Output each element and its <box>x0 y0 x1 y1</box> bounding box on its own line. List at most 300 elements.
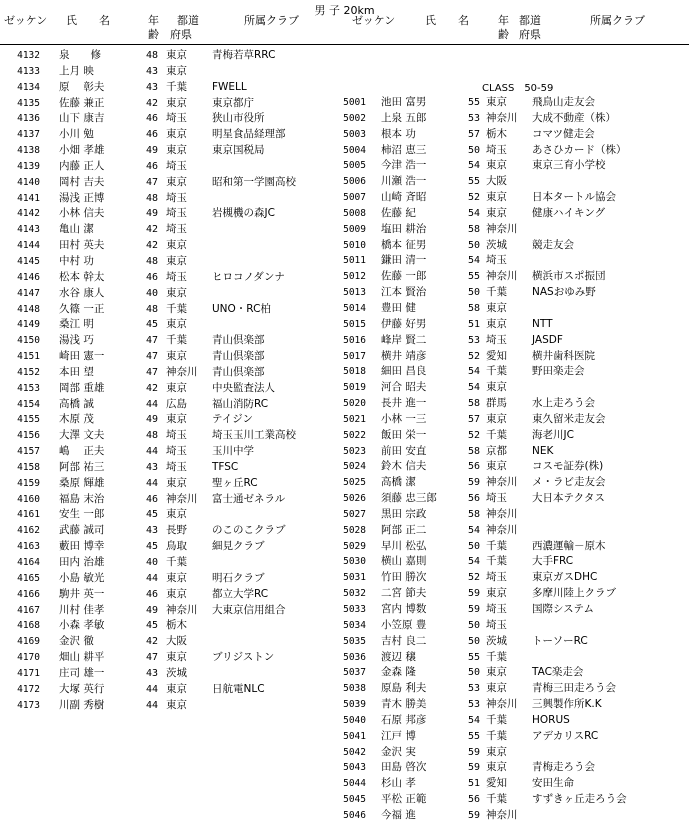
bib-number: 5026 <box>343 493 366 505</box>
runner-name: 宮内 博数 <box>381 603 427 615</box>
runner-name: 竹田 勝次 <box>381 571 427 584</box>
prefecture: 東京 <box>166 96 187 109</box>
runner-age: 49 <box>146 208 159 220</box>
runner-name: 橋本 征男 <box>381 238 427 251</box>
club-name: UNO・RC柏 <box>212 302 271 315</box>
prefecture: 東京 <box>166 587 187 600</box>
club-name: 青山倶楽部 <box>212 334 265 347</box>
header-divider <box>0 44 689 45</box>
left-header-name: 氏 名 <box>66 14 110 27</box>
club-name: トーソーRC <box>532 634 588 647</box>
club-name: コマツ健走会 <box>532 127 595 140</box>
runner-name: 岡部 重雄 <box>59 381 105 394</box>
prefecture: 千葉 <box>486 365 507 378</box>
bib-number: 5033 <box>343 604 366 615</box>
runner-age: 45 <box>146 319 159 331</box>
bib-number: 5010 <box>343 239 366 251</box>
runner-age: 48 <box>146 192 159 204</box>
runner-name: 藪田 博幸 <box>59 540 105 553</box>
right-header-bib: ゼッケン <box>352 14 396 27</box>
class-label: CLASS 50-59 <box>482 83 554 94</box>
prefecture: 千葉 <box>486 555 507 568</box>
runner-name: 田内 治雄 <box>59 556 105 568</box>
bib-number: 4149 <box>17 319 40 331</box>
club-name: 日航電NLC <box>212 682 265 695</box>
runner-name: 阿部 正二 <box>381 523 427 536</box>
bib-number: 5016 <box>343 334 366 346</box>
bib-number: 5008 <box>343 207 366 219</box>
club-name: 三興製作所K.K <box>532 698 602 711</box>
runner-age: 50 <box>468 635 481 647</box>
runner-name: 河合 昭夫 <box>381 381 427 394</box>
runner-name: 横井 靖彦 <box>381 349 427 362</box>
runner-name: 伊藤 好男 <box>381 317 427 330</box>
prefecture: 東京 <box>166 254 187 267</box>
runner-name: 青木 勝美 <box>381 698 427 711</box>
prefecture: 東京 <box>166 128 187 141</box>
prefecture: 東京 <box>486 412 507 425</box>
runner-age: 42 <box>146 224 159 236</box>
runner-name: 大澤 文夫 <box>59 429 105 442</box>
prefecture: 茨城 <box>166 666 187 679</box>
prefecture: 東京 <box>166 381 187 394</box>
runner-age: 58 <box>468 223 481 235</box>
prefecture: 愛知 <box>486 349 507 362</box>
bib-number: 4145 <box>17 255 40 267</box>
club-name: 東京都庁 <box>212 96 254 109</box>
prefecture: 東京 <box>166 286 187 299</box>
runner-age: 48 <box>146 50 159 61</box>
runner-name: 湯浅 巧 <box>59 334 94 347</box>
prefecture: 東京 <box>486 96 507 108</box>
club-name: NASおゆみ野 <box>532 286 596 299</box>
runner-name: 原島 利夫 <box>381 682 427 695</box>
club-name: 横井歯科医院 <box>532 349 595 362</box>
runner-age: 42 <box>146 97 159 109</box>
prefecture: 千葉 <box>486 729 507 742</box>
runner-age: 42 <box>146 382 159 394</box>
runner-name: 小森 孝敏 <box>59 619 105 632</box>
runner-age: 42 <box>146 636 159 648</box>
runner-age: 43 <box>146 461 159 473</box>
runner-name: 原 彰夫 <box>59 80 105 93</box>
club-name: 競走友会 <box>532 238 574 251</box>
left-header-club: 所属クラブ <box>244 14 299 27</box>
runner-name: 中村 功 <box>59 254 94 267</box>
runner-name: 小林 一三 <box>381 412 427 425</box>
runner-name: 須藤 忠三郎 <box>381 492 437 505</box>
runner-age: 43 <box>146 81 159 93</box>
bib-number: 4132 <box>17 50 40 61</box>
bib-number: 4137 <box>17 129 40 141</box>
runner-age: 51 <box>468 778 481 790</box>
bib-number: 4153 <box>17 382 40 394</box>
club-name: 富士通ゼネラル <box>212 492 286 505</box>
club-name: 明星食品経理部 <box>212 128 286 141</box>
club-name: ブリジストン <box>212 651 275 664</box>
page-title: 男 子 20km <box>314 4 375 17</box>
prefecture: 東京 <box>486 206 507 219</box>
bib-number: 4160 <box>17 493 40 505</box>
runner-age: 44 <box>146 477 159 489</box>
bib-number: 4170 <box>17 652 40 664</box>
club-name: NEK <box>532 444 554 457</box>
bib-number: 5031 <box>343 572 366 584</box>
runner-name: 早川 松弘 <box>381 539 427 552</box>
left-header-pref-2: 府県 <box>170 28 192 41</box>
club-name: 大東京信用組合 <box>212 603 286 616</box>
prefecture: 東京 <box>166 571 187 584</box>
runner-name: 田村 英夫 <box>59 239 105 252</box>
runner-age: 46 <box>146 113 159 125</box>
runner-name: 高橋 誠 <box>59 397 94 410</box>
prefecture: 東京 <box>166 698 187 711</box>
bib-number: 5002 <box>343 112 366 124</box>
bib-number: 5028 <box>343 524 366 536</box>
right-header-club: 所属クラブ <box>590 14 645 27</box>
runner-age: 50 <box>468 540 481 552</box>
runner-age: 46 <box>146 271 159 283</box>
prefecture: 埼玉 <box>166 191 187 204</box>
runner-age: 45 <box>146 509 159 521</box>
bib-number: 4148 <box>17 303 40 315</box>
bib-number: 4165 <box>17 572 40 584</box>
bib-number: 4164 <box>17 557 40 568</box>
prefecture: 東京 <box>486 301 507 314</box>
bib-number: 4142 <box>17 208 40 220</box>
prefecture: 東京 <box>166 239 187 252</box>
prefecture: 鳥取 <box>166 540 187 553</box>
runner-name: 岡村 吉夫 <box>59 175 105 188</box>
runner-age: 56 <box>468 794 481 806</box>
runner-name: 高橋 潔 <box>381 476 416 489</box>
prefecture: 埼玉 <box>166 159 187 172</box>
bib-number: 5019 <box>343 382 366 394</box>
runner-age: 54 <box>468 366 481 378</box>
runner-age: 47 <box>146 335 159 347</box>
bib-number: 5007 <box>343 192 366 204</box>
club-name: テイジン <box>212 413 254 426</box>
bib-number: 5015 <box>343 318 366 330</box>
runner-age: 48 <box>146 303 159 315</box>
runner-name: 桑原 輝雄 <box>59 476 105 489</box>
prefecture: 千葉 <box>166 334 187 347</box>
bib-number: 4168 <box>17 620 40 632</box>
runner-name: 久篠 一正 <box>59 302 105 315</box>
prefecture: 東京 <box>166 175 187 188</box>
runner-name: 渡辺 穣 <box>381 650 416 663</box>
prefecture: 千葉 <box>166 302 187 315</box>
prefecture: 広島 <box>166 397 187 410</box>
runner-age: 58 <box>468 445 481 457</box>
runner-age: 53 <box>468 112 481 124</box>
bib-number: 5025 <box>343 477 366 489</box>
bib-number: 4171 <box>17 667 40 679</box>
bib-number: 5023 <box>343 445 366 457</box>
runner-name: 亀山 潔 <box>59 223 94 236</box>
club-name: 玉川中学 <box>212 445 254 458</box>
prefecture: 埼玉 <box>166 207 187 220</box>
club-name: 海老川JC <box>532 428 574 441</box>
bib-number: 4138 <box>17 145 40 157</box>
club-name: 青梅走ろう会 <box>532 761 595 774</box>
runner-age: 47 <box>146 652 159 664</box>
prefecture: 東京 <box>486 381 507 394</box>
bib-number: 5034 <box>343 619 366 631</box>
bib-number: 4161 <box>17 509 40 521</box>
runner-name: 鎌田 清一 <box>381 254 427 267</box>
club-name: 中央監査法人 <box>212 381 275 394</box>
runner-age: 54 <box>468 255 481 267</box>
prefecture: 東京 <box>166 49 187 61</box>
bib-number: 5036 <box>343 651 366 663</box>
left-header-pref: 都道 <box>177 14 199 27</box>
right-header-age: 年 <box>498 14 509 27</box>
club-name: 大手FRC <box>532 555 574 568</box>
bib-number: 5022 <box>343 429 366 441</box>
runner-name: 今福 進 <box>381 808 416 821</box>
club-name: 聖ヶ丘RC <box>212 476 258 489</box>
prefecture: 東京 <box>166 476 187 489</box>
club-name: ヒロコノダンナ <box>212 270 285 283</box>
bib-number: 5046 <box>343 809 366 821</box>
runner-age: 54 <box>468 714 481 726</box>
bib-number: 5040 <box>343 714 366 726</box>
bib-number: 4139 <box>17 160 40 172</box>
bib-number: 5012 <box>343 271 366 283</box>
runner-age: 44 <box>146 446 159 458</box>
right-header-name: 氏 名 <box>425 14 469 27</box>
runner-name: 杉山 孝 <box>381 777 416 790</box>
left-header-age-2: 齢 <box>148 28 159 41</box>
club-name: 都立大学RC <box>212 587 269 600</box>
runner-name: 佐藤 紀 <box>381 206 416 219</box>
club-name: 明石クラブ <box>212 571 265 584</box>
runner-name: 川副 秀樹 <box>59 698 105 711</box>
runner-name: 桑江 明 <box>59 318 94 331</box>
runner-age: 43 <box>146 65 159 77</box>
club-name: 飛鳥山走友会 <box>532 96 595 108</box>
runner-name: 金沢 徹 <box>59 635 94 648</box>
runner-age: 49 <box>146 145 159 157</box>
runner-name: 山下 康吉 <box>59 112 105 125</box>
runner-name: 横山 嘉則 <box>381 555 427 568</box>
bib-number: 5018 <box>343 366 366 378</box>
bib-number: 4162 <box>17 525 40 537</box>
bib-number: 5032 <box>343 588 366 600</box>
prefecture: 大阪 <box>166 635 187 648</box>
bib-number: 4167 <box>17 604 40 616</box>
prefecture: 神奈川 <box>166 492 198 505</box>
bib-number: 4155 <box>17 414 40 426</box>
runner-age: 59 <box>468 746 481 758</box>
prefecture: 愛知 <box>486 777 507 790</box>
prefecture: 埼玉 <box>166 429 187 442</box>
runner-age: 49 <box>146 604 159 616</box>
bib-number: 4159 <box>17 477 40 489</box>
runner-age: 59 <box>468 477 481 489</box>
bib-number: 5001 <box>343 97 366 108</box>
prefecture: 神奈川 <box>486 507 518 520</box>
prefecture: 茨城 <box>486 238 507 251</box>
bib-number: 5042 <box>343 746 366 758</box>
runner-name: 崎田 憲一 <box>59 350 105 363</box>
club-name: 大成不動産（株） <box>532 111 616 124</box>
runner-name: 上月 映 <box>59 64 94 77</box>
prefecture: 茨城 <box>486 634 507 647</box>
runner-age: 54 <box>468 382 481 394</box>
prefecture: 神奈川 <box>486 808 518 821</box>
runner-name: 池田 富男 <box>381 96 427 108</box>
runner-name: 本田 望 <box>59 365 94 378</box>
runner-name: 小畑 孝雄 <box>59 144 105 157</box>
runner-name: 駒井 英一 <box>59 587 105 600</box>
runner-age: 55 <box>468 730 481 742</box>
club-name: 青梅若草RRC <box>212 49 276 61</box>
runner-name: 畑山 耕平 <box>59 651 105 664</box>
runner-age: 53 <box>468 334 481 346</box>
runner-age: 55 <box>468 651 481 663</box>
runner-name: 根本 功 <box>381 127 416 140</box>
runner-name: 柿沼 恵三 <box>381 143 427 156</box>
prefecture: 東京 <box>486 745 507 758</box>
runner-age: 40 <box>146 557 159 568</box>
prefecture: 埼玉 <box>486 333 507 346</box>
prefecture: 千葉 <box>486 539 507 552</box>
bib-number: 4154 <box>17 398 40 410</box>
prefecture: 埼玉 <box>486 143 507 156</box>
prefecture: 東京 <box>486 682 507 695</box>
bib-number: 4172 <box>17 683 40 695</box>
runner-name: 小林 信夫 <box>59 207 105 220</box>
runner-age: 54 <box>468 160 481 172</box>
bib-number: 5043 <box>343 762 366 774</box>
bib-number: 4151 <box>17 351 40 363</box>
runner-name: 鈴木 信夫 <box>381 460 427 473</box>
runner-age: 46 <box>146 493 159 505</box>
club-name: 福山消防RC <box>212 397 269 410</box>
runner-age: 56 <box>468 493 481 505</box>
runner-age: 57 <box>468 413 481 425</box>
prefecture: 千葉 <box>486 650 507 663</box>
bib-number: 5017 <box>343 350 366 362</box>
prefecture: 埼玉 <box>166 223 187 236</box>
prefecture: 東京 <box>166 350 187 363</box>
club-name: HORUS <box>532 713 570 726</box>
bib-number: 5038 <box>343 683 366 695</box>
prefecture: 東京 <box>166 682 187 695</box>
runner-name: 松本 幹太 <box>59 270 105 283</box>
runner-name: 上泉 五郎 <box>381 111 427 124</box>
right-header-pref-2: 府県 <box>519 28 541 41</box>
runner-age: 51 <box>468 318 481 330</box>
right-header-age-2: 齢 <box>498 28 509 41</box>
club-name: 横浜市スポ振団 <box>532 270 606 283</box>
bib-number: 5009 <box>343 223 366 235</box>
runner-name: 豊田 健 <box>381 301 416 314</box>
prefecture: 東京 <box>486 666 507 679</box>
runner-age: 50 <box>468 667 481 679</box>
runner-name: 水谷 康人 <box>59 286 105 299</box>
prefecture: 大阪 <box>486 175 507 188</box>
club-name: 青山倶楽部 <box>212 365 265 378</box>
runner-name: 小笠原 豊 <box>381 618 427 631</box>
runner-name: 福島 末治 <box>59 492 105 505</box>
runner-name: 峰岸 賢二 <box>381 333 427 346</box>
prefecture: 神奈川 <box>486 111 518 124</box>
prefecture: 東京 <box>486 587 507 600</box>
bib-number: 4147 <box>17 287 40 299</box>
bib-number: 4158 <box>17 461 40 473</box>
runner-name: 小島 敏光 <box>59 571 105 584</box>
bib-number: 4141 <box>17 192 40 204</box>
bib-number: 5006 <box>343 176 366 188</box>
bib-number: 4140 <box>17 176 40 188</box>
club-name: 野田楽走会 <box>532 365 585 378</box>
club-name: TAC楽走会 <box>532 666 584 679</box>
bib-number: 5030 <box>343 556 366 568</box>
bib-number: 5013 <box>343 287 366 299</box>
prefecture: 群馬 <box>486 397 507 410</box>
runner-age: 55 <box>468 97 481 108</box>
runner-age: 52 <box>468 572 481 584</box>
runner-name: 飯田 栄一 <box>381 428 427 441</box>
club-name: 昭和第一学園高校 <box>212 175 296 188</box>
runner-name: 細田 昌良 <box>381 365 427 378</box>
prefecture: 埼玉 <box>486 254 507 267</box>
club-name: 埼玉玉川工業高校 <box>212 429 296 442</box>
runner-age: 44 <box>146 572 159 584</box>
prefecture: 神奈川 <box>166 603 198 616</box>
runner-age: 42 <box>146 240 159 252</box>
prefecture: 神奈川 <box>486 523 518 536</box>
runner-age: 52 <box>468 429 481 441</box>
prefecture: 東京 <box>166 413 187 426</box>
prefecture: 埼玉 <box>486 603 507 615</box>
runner-name: 長井 進一 <box>381 397 427 410</box>
club-name: FWELL <box>212 80 247 93</box>
bib-number: 4146 <box>17 271 40 283</box>
runner-age: 58 <box>468 508 481 520</box>
runner-age: 44 <box>146 699 159 711</box>
prefecture: 栃木 <box>166 619 187 632</box>
bib-number: 5011 <box>343 255 366 267</box>
runner-name: 佐藤 一郎 <box>381 270 427 283</box>
club-name: 青山倶楽部 <box>212 350 265 363</box>
bib-number: 4166 <box>17 588 40 600</box>
bib-number: 5014 <box>343 302 366 314</box>
bib-number: 5021 <box>343 413 366 425</box>
runner-age: 59 <box>468 604 481 615</box>
left-header-bib: ゼッケン <box>4 14 48 27</box>
right-header-pref: 都道 <box>519 14 541 27</box>
runner-age: 44 <box>146 398 159 410</box>
prefecture: 神奈川 <box>486 698 518 711</box>
runner-age: 43 <box>146 525 159 537</box>
runner-age: 59 <box>468 762 481 774</box>
club-name: 西濃運輸－原木 <box>532 539 606 552</box>
prefecture: 東京 <box>486 761 507 774</box>
prefecture: 東京 <box>166 651 187 664</box>
club-name: あさひカード（株） <box>532 143 627 156</box>
bib-number: 5035 <box>343 635 366 647</box>
runner-age: 46 <box>146 588 159 600</box>
club-name: 国際システム <box>532 603 594 615</box>
prefecture: 埼玉 <box>486 618 507 631</box>
runner-age: 48 <box>146 255 159 267</box>
club-name: すずきヶ丘走ろう会 <box>532 793 627 806</box>
prefecture: 東京 <box>166 318 187 331</box>
